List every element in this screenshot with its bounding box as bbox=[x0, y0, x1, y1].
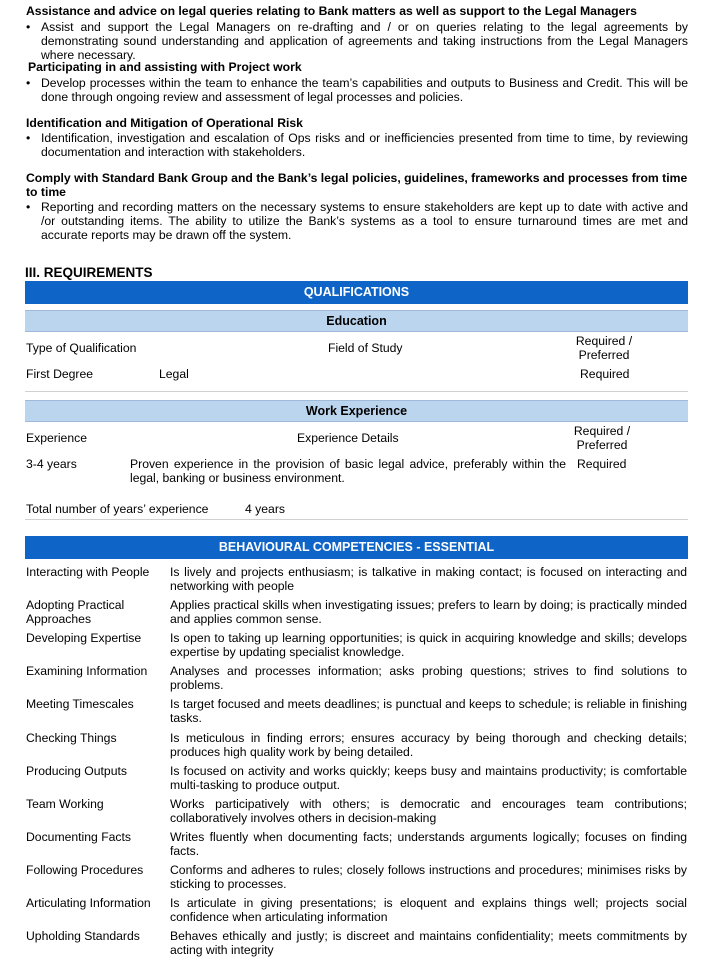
col-required-preferred: Required / Preferred bbox=[575, 334, 633, 362]
competency-name: Examining Information bbox=[26, 664, 148, 678]
education-header: Education bbox=[25, 310, 688, 332]
competency-name: Adopting Practical Approaches bbox=[26, 598, 125, 626]
competency-name: Articulating Information bbox=[26, 896, 151, 910]
competency-name: Producing Outputs bbox=[26, 764, 127, 778]
competency-desc: Analyses and processes information; asks probing questions; strives to find solutions to problems. bbox=[170, 664, 687, 692]
experience-details: Proven experience in the provision of basic legal advice, preferably within the legal, banking or business environment. bbox=[130, 457, 566, 485]
col-field-of-study: Field of Study bbox=[328, 341, 403, 355]
competency-desc: Writes fluently when documenting facts; understands arguments logically; focuses on finding facts. bbox=[170, 830, 687, 858]
section-heading: Participating in and assisting with Project work bbox=[28, 60, 302, 74]
competency-name: Meeting Timescales bbox=[26, 697, 134, 711]
qualifications-header: QUALIFICATIONS bbox=[25, 281, 688, 304]
competency-name: Team Working bbox=[26, 797, 104, 811]
competency-desc: Works participatively with others; is democratic and encourages team contributions; collaboratively involves others in decision-making bbox=[170, 797, 687, 825]
work-experience-header: Work Experience bbox=[25, 400, 688, 422]
competency-desc: Is target focused and meets deadlines; is punctual and keeps to schedule; is reliable in finishing tasks. bbox=[170, 697, 687, 725]
col-required-preferred: Required / Preferred bbox=[573, 424, 631, 452]
competency-desc: Is open to taking up learning opportunities; is quick in acquiring knowledge and skills; develops expertise by updating specialist knowledge. bbox=[170, 631, 687, 659]
education-required: Required bbox=[580, 367, 630, 381]
competency-name: Following Procedures bbox=[26, 863, 144, 877]
bullet-text: Reporting and recording matters on the necessary systems to ensure stakeholders are kept up to date with active and /or outstanding items. The ability to utilize the Bank’s systems as a tool to ensure turnaround times are met and accurate reports may be drawn off the system. bbox=[41, 200, 688, 242]
divider bbox=[25, 391, 688, 392]
total-experience-label: Total number of years’ experience bbox=[26, 502, 209, 516]
competency-desc: Is meticulous in finding errors; ensures accuracy by being thorough and checking details; produces high quality work by being detailed. bbox=[170, 731, 687, 759]
total-experience-value: 4 years bbox=[245, 502, 285, 516]
competency-desc: Is focused on activity and works quickly; keeps busy and maintains productivity; is comfortable multi-tasking to produce output. bbox=[170, 764, 687, 792]
bullet-text: Identification, investigation and escalation of Ops risks and or inefficiencies presented from time to time, by reviewing documentation and interaction with stakeholders. bbox=[41, 131, 688, 159]
competency-name: Documenting Facts bbox=[26, 830, 131, 844]
competency-name: Interacting with People bbox=[26, 565, 150, 579]
requirements-title: III. REQUIREMENTS bbox=[25, 265, 153, 280]
bullet-icon: • bbox=[26, 200, 31, 214]
competency-desc: Is articulate in giving presentations; is eloquent and explains things well; projects social confidence when articulating information bbox=[170, 896, 687, 924]
education-field: Legal bbox=[159, 367, 189, 381]
education-type: First Degree bbox=[26, 367, 94, 381]
bullet-icon: • bbox=[26, 20, 31, 34]
experience-required: Required bbox=[577, 457, 627, 471]
section-heading: Comply with Standard Bank Group and the Bank’s legal policies, guidelines, frameworks and processes from time to time bbox=[26, 171, 688, 199]
bullet-icon: • bbox=[26, 131, 31, 145]
section-heading: Assistance and advice on legal queries relating to Bank matters as well as support to the Legal Managers bbox=[26, 4, 637, 18]
bullet-text: Assist and support the Legal Managers on re-drafting and / or on queries relating to the legal agreements by demonstrating sound understanding and application of agreements and taking instructions from the Legal Managers where necessary. bbox=[41, 20, 688, 62]
competency-desc: Applies practical skills when investigating issues; prefers to learn by doing; is practically minded and applies common sense. bbox=[170, 598, 687, 626]
competencies-header: BEHAVIOURAL COMPETENCIES - ESSENTIAL bbox=[25, 536, 688, 559]
section-heading: Identification and Mitigation of Operational Risk bbox=[26, 116, 303, 130]
competency-desc: Is lively and projects enthusiasm; is talkative in making contact; is focused on interacting and networking with people bbox=[170, 565, 687, 593]
bullet-text: Develop processes within the team to enhance the team’s capabilities and outputs to Business and Credit. This will be done through ongoing review and assessment of legal processes and policies. bbox=[41, 76, 688, 104]
col-type-of-qualification: Type of Qualification bbox=[26, 341, 137, 355]
competency-desc: Conforms and adheres to rules; closely follows instructions and procedures; minimises risks by sticking to processes. bbox=[170, 863, 687, 891]
competency-name: Developing Expertise bbox=[26, 631, 142, 645]
bullet-icon: • bbox=[26, 76, 31, 90]
col-experience: Experience bbox=[26, 431, 87, 445]
divider bbox=[25, 519, 688, 520]
competency-name: Upholding Standards bbox=[26, 929, 140, 943]
col-experience-details: Experience Details bbox=[297, 431, 399, 445]
experience-years: 3-4 years bbox=[26, 457, 77, 471]
competency-name: Checking Things bbox=[26, 731, 117, 745]
competency-desc: Behaves ethically and justly; is discreet and maintains confidentiality; meets commitments by acting with integrity bbox=[170, 929, 687, 957]
